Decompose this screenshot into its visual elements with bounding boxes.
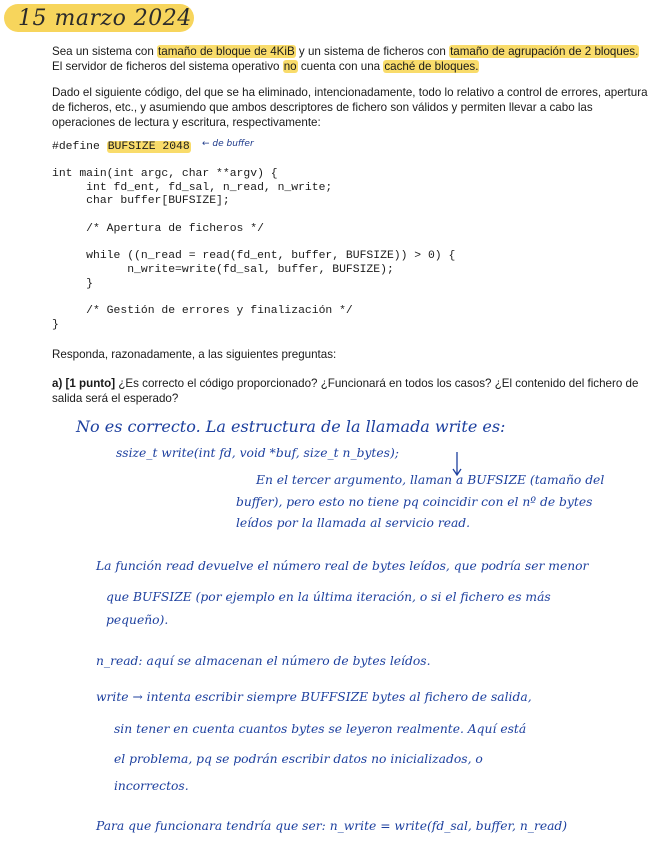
answer-line-6: La función read devuelve el número real de bytes leídos, que podría ser menor xyxy=(96,559,589,573)
highlighted-text: caché de bloques. xyxy=(384,60,479,73)
highlighted-text: no xyxy=(283,60,297,73)
highlighted-text: tamaño de agrupación de 2 bloques. xyxy=(450,45,639,58)
answer-line-8: pequeño). xyxy=(106,613,169,627)
answer-line-13: incorrectos. xyxy=(114,779,189,793)
statement-text: y un sistema de ficheros con xyxy=(295,45,450,58)
answer-line-4: buffer), pero esto no tiene pq coincidir con el nº de bytes xyxy=(236,495,593,509)
answer-line-3: En el tercer argumento, llaman a BUFSIZE (tamaño del xyxy=(256,473,605,487)
code-define-prefix: #define xyxy=(52,141,107,153)
code-block: int main(int argc, char **argv) { int fd_ent, fd_sal, n_read, n_write; char buffer[BUFSIZE]; /* Apertura de ficheros */ while ((n_read = read(fd_ent, buffer, BUFSIZE)) > 0) { n_write=write(fd_sal, buffer, BUFSIZE); } /* Gestión de errores y finalización */ } xyxy=(52,168,456,331)
answer-line-5: leídos por la llamada al servicio read. xyxy=(236,516,471,530)
code-define-value: BUFSIZE 2048 xyxy=(107,141,190,153)
date-heading: 15 marzo 2024 xyxy=(18,6,192,31)
answer-line-14: Para que funcionara tendría que ser: n_write = write(fd_sal, buffer, n_read) xyxy=(96,819,568,833)
answer-line-2: ssize_t write(int fd, void *buf, size_t n_bytes); xyxy=(116,446,399,460)
answer-line-11: sin tener en cuenta cuantos bytes se leyeron realmente. Aquí está xyxy=(114,722,527,736)
statement-paragraph-2: Dado el siguiente código, del que se ha eliminado, intencionadamente, todo lo relativo a control de errores, apertura de ficheros, etc., y asumiendo que ambos descriptores de fichero son válidos y permiten llevar a cabo las operaciones de lectura y escritura, respectivamente: xyxy=(52,86,648,129)
question-a-text: ¿Es correcto el código proporcionado? ¿Funcionará en todos los casos? ¿El contenido del fichero de salida será el esperado? xyxy=(52,377,639,405)
highlighted-text: tamaño de bloque de 4KiB xyxy=(158,45,295,58)
question-a-label: a) [1 punto] xyxy=(52,377,116,390)
answer-line-12: el problema, pq se podrán escribir datos no inicializados, o xyxy=(114,752,483,766)
answer-line-7: que BUFSIZE (por ejemplo en la última iteración, o si el fichero es más xyxy=(106,590,551,604)
questions-intro: Responda, razonadamente, a las siguientes preguntas: xyxy=(52,348,337,361)
code-define-line xyxy=(52,141,191,155)
answer-line-1: No es correcto. La estructura de la llamada write es: xyxy=(76,417,506,436)
statement-text: cuenta con una xyxy=(297,60,384,73)
statement-text: Sea un sistema con xyxy=(52,45,158,58)
statement-paragraph-1 xyxy=(52,44,648,74)
statement-text: El servidor de ficheros del sistema operativo xyxy=(52,60,283,73)
define-annotation: ← de buffer xyxy=(202,139,254,149)
date-highlight xyxy=(4,4,194,32)
answer-line-9: n_read: aquí se almacenan el número de bytes leídos. xyxy=(96,654,431,668)
answer-line-10: write → intenta escribir siempre BUFFSIZE bytes al fichero de salida, xyxy=(96,690,532,704)
question-a xyxy=(52,376,648,406)
